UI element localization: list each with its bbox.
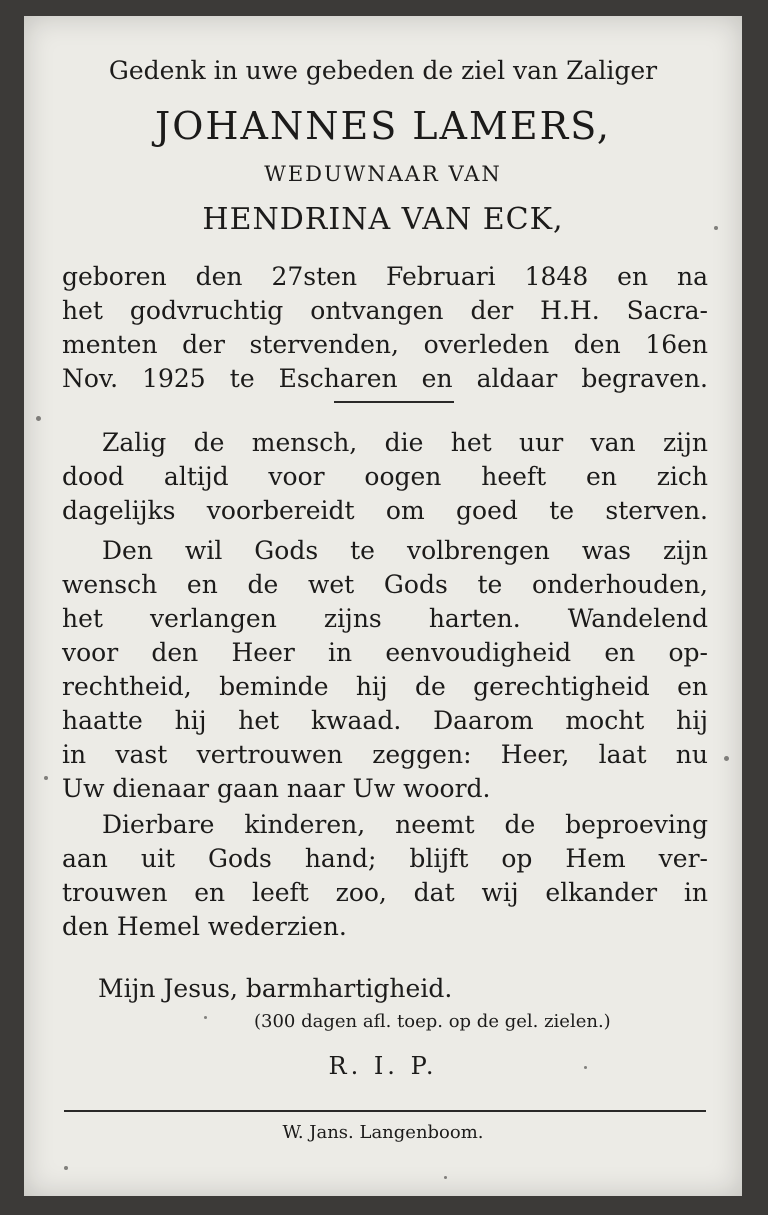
verse-line: het verlangen zijns harten. Wandelend	[62, 604, 708, 633]
biography-line: geboren den 27sten Februari 1848 en na	[62, 262, 708, 291]
memorial-card	[24, 16, 742, 1196]
verse-line: rechtheid, beminde hij de gerechtigheid en	[62, 672, 708, 701]
verse-line: in vast vertrouwen zeggen: Heer, laat nu	[62, 740, 708, 769]
prayer-text: Mijn Jesus, barmhartigheid.	[98, 974, 453, 1003]
print-speck	[204, 1016, 207, 1019]
invocation-text: Gedenk in uwe gebeden de ziel van Zaliger	[108, 56, 658, 85]
verse-line: den Hemel wederzien.	[62, 912, 347, 941]
verse-line: dagelijks voorbereidt om goed te sterven.	[62, 496, 708, 525]
print-speck	[44, 776, 48, 780]
rip-text: R. I. P.	[328, 1052, 438, 1080]
print-speck	[724, 756, 729, 761]
printer-credit: W. Jans. Langenboom.	[282, 1122, 484, 1143]
print-speck	[714, 226, 718, 230]
spouse-name: HENDRINA VAN ECK,	[202, 202, 564, 237]
verse-line: voor den Heer in eenvoudigheid en op-	[62, 638, 708, 667]
biography-line: Nov. 1925 te Escharen en aldaar begraven.	[62, 364, 708, 393]
verse-line: haatte hij het kwaad. Daarom mocht hij	[62, 706, 708, 735]
verse-line: wensch en de wet Gods te onderhouden,	[62, 570, 708, 599]
print-speck	[444, 1176, 447, 1179]
print-speck	[36, 416, 41, 421]
biography-line: menten der stervenden, overleden den 16en	[62, 330, 708, 359]
verse-line: Uw dienaar gaan naar Uw woord.	[62, 774, 491, 803]
verse-line: Zalig de mensch, die het uur van zijn	[102, 428, 708, 457]
verse-line: aan uit Gods hand; blijft op Hem ver-	[62, 844, 708, 873]
biography-line: het godvruchtig ontvangen der H.H. Sacra-	[62, 296, 708, 325]
indulgence-note: (300 dagen afl. toep. op de gel. zielen.)	[254, 1011, 611, 1032]
print-speck	[584, 1066, 587, 1069]
divider-short	[334, 401, 454, 403]
verse-line: Den wil Gods te volbrengen was zijn	[102, 536, 708, 565]
divider-long	[64, 1110, 706, 1112]
verse-line: trouwen en leeft zoo, dat wij elkander in	[62, 878, 708, 907]
verse-line: Dierbare kinderen, neemt de beproeving	[102, 810, 708, 839]
verse-line: dood altijd voor oogen heeft en zich	[62, 462, 708, 491]
deceased-name: JOHANNES LAMERS,	[154, 104, 611, 148]
widower-of-label: WEDUWNAAR VAN	[264, 162, 502, 186]
print-speck	[64, 1166, 68, 1170]
